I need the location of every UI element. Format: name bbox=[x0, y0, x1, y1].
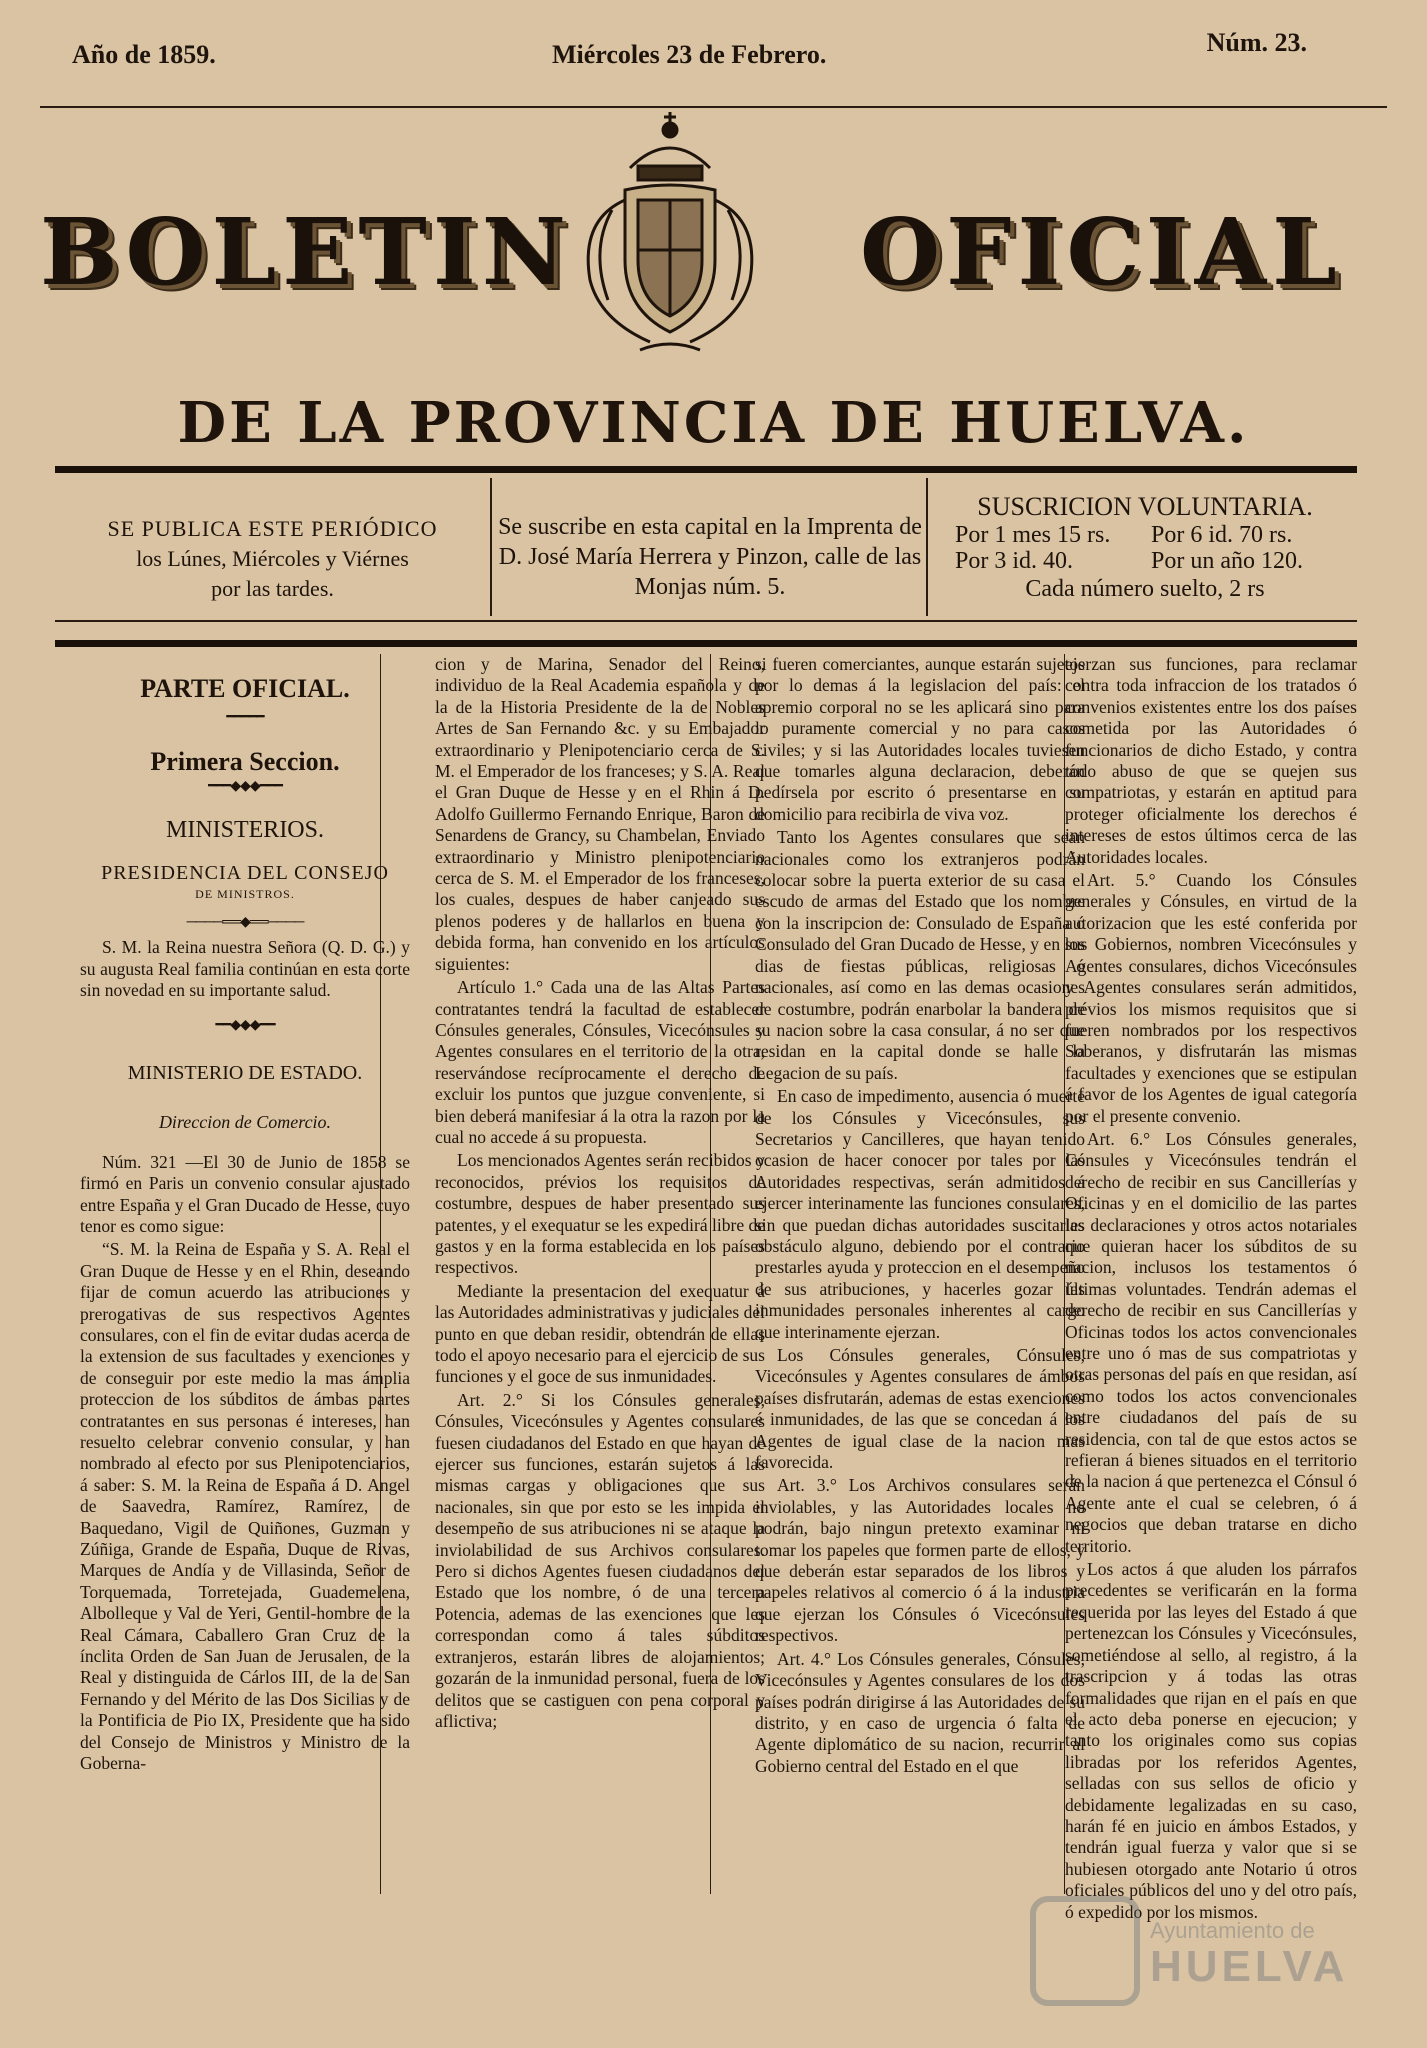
archive-watermark bbox=[1010, 1890, 1370, 2010]
heading-direccion-comercio: Direccion de Comercio. bbox=[158, 1112, 332, 1133]
ornament-divider: ━━━◆◆◆━━━ bbox=[208, 779, 282, 795]
prices-heading: SUSCRICION VOLUNTARIA. bbox=[977, 492, 1313, 521]
article-columns bbox=[55, 654, 1357, 1994]
subscription-place-text: Se suscribe en esta capital en la Imprenta de D. José María Herrera y Pinzon, calle de las Monjas núm. 5. bbox=[498, 514, 922, 600]
paragraph: Art. 3.° Los Archivos consulares serán inviolables, y las Autoridades locales no podrán, bajo ningun pretexto examinar ni tomar los papeles que formen parte de ellos, y que deberán estar separados de los libros y papeles relativos al comercio ó á la industria que ejerzan los Cónsules ó Vicecónsules respectivos. bbox=[755, 1475, 1085, 1646]
royal-crest-icon bbox=[520, 110, 820, 360]
paragraph: Art. 6.° Los Cónsules generales, Cónsules y Vicecónsules tendrán el derecho de recibir en sus Cancillerías y Oficinas y en el domicilio de las partes las declaraciones y otros actos notariales que quieran hacer los súbditos de su nacion, inclusos los testamentos ó últimas voluntades. Tendrán ademas el derecho de recibir en sus Cancillerías y Oficinas todos los actos convencionales entre uno ó mas de sus compatriotas y otras personas del país en que residan, así como todos los actos convencionales entre ciudadanos del país de su residencia, con tal de que estos actos se refieran á bienes situados en el territorio de la nacion á que pertenezca el Cónsul ó Agente ante el cual se celebren, ó á negocios que deban tratarse en dicho territorio. bbox=[1065, 1128, 1357, 1556]
paragraph: Núm. 321 —El 30 de Junio de 1858 se firmó en Paris un convenio consular ajustado entre España y el Gran Ducado de Hesse, cuyo tenor es como sigue: bbox=[80, 1151, 410, 1236]
masthead-title-left: BOLETIN bbox=[40, 198, 573, 306]
heading-primera-seccion: Primera Seccion. bbox=[150, 746, 340, 776]
price-1-month: Por 1 mes 15 rs. bbox=[955, 522, 1111, 548]
info-bottom-rule bbox=[55, 620, 1357, 622]
subscription-prices bbox=[933, 478, 1357, 618]
info-divider-2 bbox=[926, 478, 928, 616]
paragraph: S. M. la Reina nuestra Señora (Q. D. G.) y su augusta Real familia continúan en esta corte sin novedad en su importante salud. bbox=[80, 937, 410, 1001]
schedule-days: los Lúnes, Miércoles y Viérnes bbox=[136, 546, 409, 571]
column-1 bbox=[80, 654, 410, 1994]
heading-ministerio-estado: MINISTERIO DE ESTADO. bbox=[127, 1061, 363, 1084]
heading-parte-oficial: PARTE OFICIAL. bbox=[140, 674, 350, 703]
schedule-heading: SE PUBLICA ESTE PERIÓDICO bbox=[107, 516, 438, 541]
watermark-line-2: HUELVA bbox=[1150, 1942, 1349, 1991]
paragraph: si fueren comerciantes, aunque estarán sujetos por lo demas á la legislacion del país: el apremio corporal no se les aplicará sino para lo puramente comercial y no para casos civiles; y si las Autoridades locales tuviesen que tomarles alguna declaracion, deberán pedírsela por escrito ó presentarse en su domicilio para recibirla de viva voz. bbox=[755, 654, 1085, 824]
paragraph: cion y de Marina, Senador del Reino, individuo de la Real Academia española y de la de la Historia Presidente de la de Nobles Artes de San Fernando &c. y su Embajador extraordinario y Plenipotenciario cerca de S. M. el Emperador de los franceses; y S. A. Real el Gran Duque de Hesse y en el Rhin á D. Adolfo Guillermo Fernando Enrique, Baron de Senardens de Grancy, su Chambelan, Enviado extraordinario y Ministro plenipotenciario cerca de S. M. el Emperador de los franceses, los cuales, despues de haber canjeado sus plenos poderes y de hallarlos en buena y debida forma, han convenido en los artículos siguientes: bbox=[435, 654, 765, 974]
paragraph: Tanto los Agentes consulares que sean nacionales como los extranjeros podrán colocar sobre la puerta exterior de su casa el escudo de armas del Estado que los nombre con la inscripcion de: Consulado de España ó Consulado del Gran Ducado de Hesse, y en los dias de fiestas públicas, religiosas ó nacionales, así como en las demas ocasiones de costumbre, podrán enarbolar la bandera de su nacion sobre la casa consular, á no ser que residan en la capital donde se halle la Legacion de su país. bbox=[755, 827, 1085, 1083]
heading-presidencia-sub: DE MINISTROS. bbox=[195, 887, 295, 902]
masthead-title-right: OFICIAL bbox=[860, 198, 1343, 306]
paragraph: Art. 4.° Los Cónsules generales, Cónsules, Vicecónsules y Agentes consulares de los dos países podrán dirigirse á las Autoridades de su distrito, y en caso de urgencia ó falta de Agente diplomático de su nacion, recurrir al Gobierno central del Estado en el que bbox=[755, 1648, 1085, 1776]
info-divider-1 bbox=[490, 478, 492, 616]
paragraph: Art. 2.° Si los Cónsules generales, Cónsules, Vicecónsules y Agentes consulares fuesen ciudadanos del Estado en que hayan de ejercer sus funciones, estarán sujetos á las mismas cargas y obligaciones que sus nacionales, sin que por esto se les impida el desempeño de sus atribuciones ni se ataque la inviolabilidad de sus Archivos consulares. Pero si dichos Agentes fuesen ciudadanos del Estado que los nombre, ó de una tercera Potencia, ademas de las exenciones que les correspondan como á tales súbditos extranjeros, estarán libres de alojamientos; gozarán de la inmunidad personal, fuera de los delitos que se castiguen con pena corporal y aflictiva; bbox=[435, 1389, 765, 1731]
ornament-divider: ────══◆══──── bbox=[186, 914, 304, 930]
column-3 bbox=[755, 654, 1085, 1994]
paragraph: Los actos á que aluden los párrafos precedentes se verificarán en la forma requerida por las leyes del Estado á que pertenezcan los Cónsules y Vicecónsules, sometiéndose al sello, al registro, á la trascripcion y á todas las otras formalidades que rijan en el país en que el acto deba ponerse en ejecucion; y tanto los originales como sus copias libradas por los referidos Agentes, selladas con sus sellos de oficio y debidamente legalizadas en su caso, harán fé en juicio en ámbos Estados, y tendrán igual fuerza y valor que si se hubiesen otorgado ante Notario ú otros oficiales públicos del uno y del otro país, ó expedido por los mismos. bbox=[1065, 1559, 1357, 1922]
subscription-place bbox=[495, 478, 925, 618]
column-2 bbox=[435, 654, 765, 1994]
watermark-line-1: Ayuntamiento de bbox=[1150, 1918, 1315, 1943]
masthead bbox=[40, 110, 1380, 380]
issue-date: Miércoles 23 de Febrero. bbox=[552, 40, 827, 69]
price-single-issue: Cada número suelto, 2 rs bbox=[1025, 576, 1265, 602]
body-top-rule bbox=[55, 640, 1357, 647]
dateline-rule bbox=[40, 106, 1387, 108]
price-3-months: Por 3 id. 40. bbox=[955, 548, 1074, 574]
price-1-year: Por un año 120. bbox=[1151, 548, 1303, 574]
paragraph: Artículo 1.° Cada una de las Altas Partes contratantes tendrá la facultad de establecer Cónsules generales, Cónsules, Vicecónsules y Agentes consulares en el territorio de la otra, reservándose recíprocamente el derecho de excluir los puntos que juzgue conveniente, si bien deberá manifesiar á la otra la razon por la cual no accede á su propuesta. bbox=[435, 977, 765, 1147]
ayuntamiento-logo-icon bbox=[1030, 1896, 1140, 2006]
masthead-subtitle: DE LA PROVINCIA DE HUELVA. bbox=[177, 390, 1250, 456]
dateline bbox=[40, 28, 1387, 88]
paragraph: “S. M. la Reina de España y S. A. Real el Gran Duque de Hesse y en el Rhin, deseando fijar de comun acuerdo las atribuciones y prerogativas de sus respectivos Agentes consulares, con el fin de evitar dudas acerca de la extension de sus facultades y exenciones y de conseguir por este medio la mas ámplia proteccion de los súbditos de ámbas partes contratantes en sus personas é intereses, han resuelto celebrar convenio consular, y han nombrado al efecto por sus Plenipotenciarios, á saber: S. M. la Reina de España á D. Angel de Saavedra, Ramírez, Ramírez, de Baquedano, Vigil de Quiñones, Guzman y Zúñiga, Grande de España, Duque de Rivas, Marques de Andía y de Villasinda, Señor de Torquemada, Torretejada, Guademelena, Albolleque y Val de Yeri, Gentil-hombre de la Real Cámara, Caballero Gran Cruz de la ínclita Orden de San Juan de Jerusalen, de la Real y distinguida de Cárlos III, de la de San Fernando y del Mérito de las Dos Sicilias y de la Pontificia de Pio IX, Presidente que ha sido del Consejo de Ministros y Ministro de la Goberna- bbox=[80, 1239, 410, 1774]
subscription-info bbox=[55, 478, 1357, 618]
schedule-time: por las tardes. bbox=[211, 576, 334, 601]
ornament-divider: ━━━━━ bbox=[226, 710, 264, 726]
heading-ministerios: MINISTERIOS. bbox=[165, 816, 324, 843]
issue-year: Año de 1859. bbox=[72, 40, 216, 69]
publication-schedule bbox=[55, 478, 490, 618]
ornament-divider: ━━◆◆◆━━ bbox=[215, 1018, 275, 1034]
price-6-months: Por 6 id. 70 rs. bbox=[1151, 522, 1293, 548]
info-top-rule bbox=[55, 466, 1357, 473]
paragraph: En caso de impedimento, ausencia ó muerte de los Cónsules y Vicecónsules, sus Secretarios y Cancilleres, que hayan tenido ocasion de hacer conocer por tales por las Autoridades respectivas, serán admitidos á ejercer interinamente las funciones consulares, sin que puedan dichas autoridades suscitarles obstáculo alguno, debiendo por el contrario prestarles ayuda y proteccion en el desempeño de sus atribuciones, y hacerles gozar las inmunidades personales inherentes al cargo que interinamente ejerzan. bbox=[755, 1086, 1085, 1342]
paragraph: Art. 5.° Cuando los Cónsules generales y Cónsules, en virtud de la autorizacion que les esté conferida por sus Gobiernos, nombren Vicecónsules y Agentes consulares, dichos Vicecónsules y Agentes consulares serán admitidos, prévios los mismos requisitos que si fueren nombrados por los respectivos Soberanos, y disfrutarán las mismas facultades y exenciones que se estipulan á favor de los Agentes de igual categoría por el presente convenio. bbox=[1065, 870, 1357, 1126]
paragraph: Los mencionados Agentes serán recibidos y reconocidos, prévios los requisitos de costumbre, despues de haber presentado sus patentes, y el exequatur se les expedirá libre de gastos y en la forma establecida en los países respectivos. bbox=[435, 1150, 765, 1278]
column-4 bbox=[1065, 654, 1357, 1994]
paragraph: Los Cónsules generales, Cónsules, Vicecónsules y Agentes consulares de ámbos países disfrutarán, ademas de estas exenciones é inmunidades, de las que se concedan á los Agentes de igual clase de la nacion mas favorecida. bbox=[755, 1345, 1085, 1473]
paragraph: ejerzan sus funciones, para reclamar contra toda infraccion de los tratados ó convenios existentes entre los dos países cometida por las Autoridades ó funcionarios de dicho Estado, y contra todo abuso de que se quejen sus compatriotas, y estarán en aptitud para proteger oficialmente los derechos é intereses de estos últimos cerca de las Autoridades locales. bbox=[1065, 654, 1357, 867]
heading-presidencia: PRESIDENCIA DEL CONSEJO bbox=[101, 862, 389, 885]
paragraph: Mediante la presentacion del exequatur á las Autoridades administrativas y judiciales del punto en que deban residir, obtendrán de ellas todo el apoyo necesario para el ejercicio de sus funciones y el goce de sus inmunidades. bbox=[435, 1280, 765, 1387]
issue-number: Núm. 23. bbox=[1206, 28, 1307, 57]
